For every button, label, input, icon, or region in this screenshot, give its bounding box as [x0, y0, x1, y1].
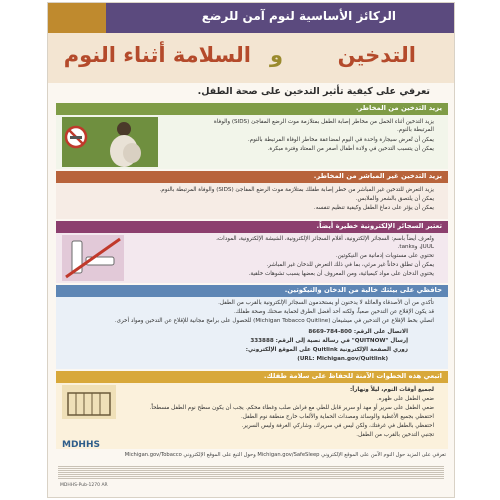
poster-title: الركائز الأساسية لنوم آمن للرضع	[201, 9, 396, 23]
bullet-line: يزيد التعرض للتدخين غير المباشر من خطر إصابة طفلك بمتلازمة موت الرضع المفاجئ (SIDS) والوفاة المرتبطة بالنوم.	[159, 187, 434, 193]
poster	[47, 2, 455, 498]
section-heading: تعتبر السجائر الإلكترونية خطيرة أيضاً.	[316, 222, 442, 230]
bullet-line: قد يكون الإقلاع عن التدخين صعباً، ولكنه أحد أفضل الطرق لحماية صحتك وصحة طفلك.	[234, 309, 434, 315]
bullet-line: ضعي الطفل على ظهره.	[376, 396, 434, 402]
section-safe-sleep-steps	[56, 371, 448, 449]
bullet-line: تأكدي من أن الأصدقاء والعائلة لا يدخنون أو يستخدمون السجائر الإلكترونية بالقرب من الطفل.	[218, 300, 434, 306]
bullet-line: وتُعرف أيضاً باسم: السجائر الإلكترونية، أقلام السجائر الإلكترونية، الشيشة الإلكترونية، المودات،	[216, 236, 434, 242]
quitline-url[interactable]: (URL: Michigan.gov/Quitlink)	[297, 356, 388, 362]
no-smoking-pregnant-icon	[62, 117, 158, 167]
headline-band	[48, 33, 455, 83]
subtitle: تعرفي على كيفية تأثير التدخين على صحة الطفل.	[197, 86, 430, 97]
section-heading: حافظي على بيئتك خالية من الدخان والنيكوتين.	[284, 286, 442, 294]
bullet-line: يمكن أن يلتصق بالشعر والملابس.	[355, 196, 434, 202]
section-heading-bar	[56, 371, 448, 383]
bullet-line: يمكن أن يؤثر على دماغ الطفل وكيفية تنظيم تنفسه.	[313, 205, 434, 211]
bullet-line: ضعي الطفل على سرير أو مهد أو سرير قابل للطي مع فراش صلب وغطاء محكم. يجب أن يكون سطح نوم الطفل مسطحاً.	[149, 405, 434, 411]
title-bar	[48, 3, 455, 33]
bullet-line: يمكن أن تُعرض سيجارة واحدة في اليوم لمضاعفة مخاطر الوفاة المرتبطة بالنوم.	[247, 137, 434, 143]
section-heading-bar	[56, 221, 448, 233]
headline-smoking: التدخين	[337, 43, 416, 67]
section-secondhand-smoke	[56, 171, 448, 219]
quitline-web: زوري الصفحة الإلكترونية Quitlink على الموقع الإلكتروني:	[245, 347, 408, 353]
headline-safe-sleep: السلامة أثناء النوم	[63, 43, 251, 67]
section-heading: يزيد التدخين غير المباشر من المخاطر.	[313, 172, 442, 180]
fine-print	[58, 465, 444, 479]
section-heading-bar	[56, 285, 448, 297]
publication-number: MDHHS-Pub-1270 AR	[60, 483, 108, 488]
bullet-line: يمكن أن تطلق دخاناً غير مرئي، بما في ذلك التعرض للدخان غير المباشر.	[266, 262, 434, 268]
section-heading-bar	[56, 103, 448, 115]
no-vape-icon	[62, 235, 124, 281]
bullet-line: اتصلي بخط الإقلاع عن التدخين في ميشيغان (Michigan Tobacco Quitline) للحصول على برامج مجانية للإقلاع عن التدخين ومواد أخرى.	[114, 318, 434, 324]
section-e-cigarettes	[56, 221, 448, 283]
section-heading: يزيد التدخين من المخاطر.	[355, 104, 442, 112]
section-smoke-free-environment	[56, 285, 448, 369]
bullet-line: تجنبي التدخين بالقرب من الطفل.	[356, 432, 434, 438]
bullet-line: لجميع أوقات النوم، ليلاً ونهاراً:	[350, 387, 434, 393]
quitline-phone: الاتصال على الرقم: 800-784-8669	[308, 329, 408, 335]
crib-icon	[62, 385, 116, 419]
headline-and: و	[269, 43, 283, 67]
section-heading: اتبعي هذه الخطوات الآمنة للحفاظ على سلامة طفلك.	[263, 372, 442, 380]
bullet-line: يحتوي الدخان على مواد كيميائية، ومن المعروف أن بعضها يسبب تشوهات خلقية.	[248, 271, 434, 277]
bullet-line: يزيد التدخين أثناء الحمل من مخاطر إصابة الطفل بمتلازمة موت الرضع المفاجئ (SIDS) والوفاة	[213, 119, 434, 125]
section-smoking-risk	[56, 103, 448, 169]
bullet-line: احتفظي بالطفل في غرفتك، ولكن ليس في سريرك، وشاركي الغرفة وليس السرير.	[241, 423, 434, 429]
bullet-line: يمكن أن يتسبب التدخين في ولادة أطفال أصغر من المعتاد وفترة مبكرة.	[267, 146, 434, 152]
bullet-line: JUUL، وtanks.	[397, 244, 434, 250]
mdhhs-logo: MDHHS	[62, 440, 100, 450]
section-heading-bar	[56, 171, 448, 183]
more-info-line: تعرفي على المزيد حول النوم الآمن على الموقع الإلكتروني Michigan.gov/SafeSleep وحول التبغ على الموقع الإلكتروني Michigan.gov/Tobacco	[124, 452, 446, 458]
bullet-line: احتفظي بجميع الأغطية والوسائد ومصدات الحماية والألعاب خارج منطقة نوم الطفل.	[241, 414, 434, 420]
title-bar-accent	[48, 3, 106, 33]
bullet-line: تحتوي على مستويات إدمانية من النيكوتين.	[335, 253, 434, 259]
quitline-text: إرسال "QUITNOW" في رسالة نصية إلى الرقم: 333888	[250, 338, 408, 344]
bullet-line: المرتبطة بالنوم.	[397, 127, 434, 133]
